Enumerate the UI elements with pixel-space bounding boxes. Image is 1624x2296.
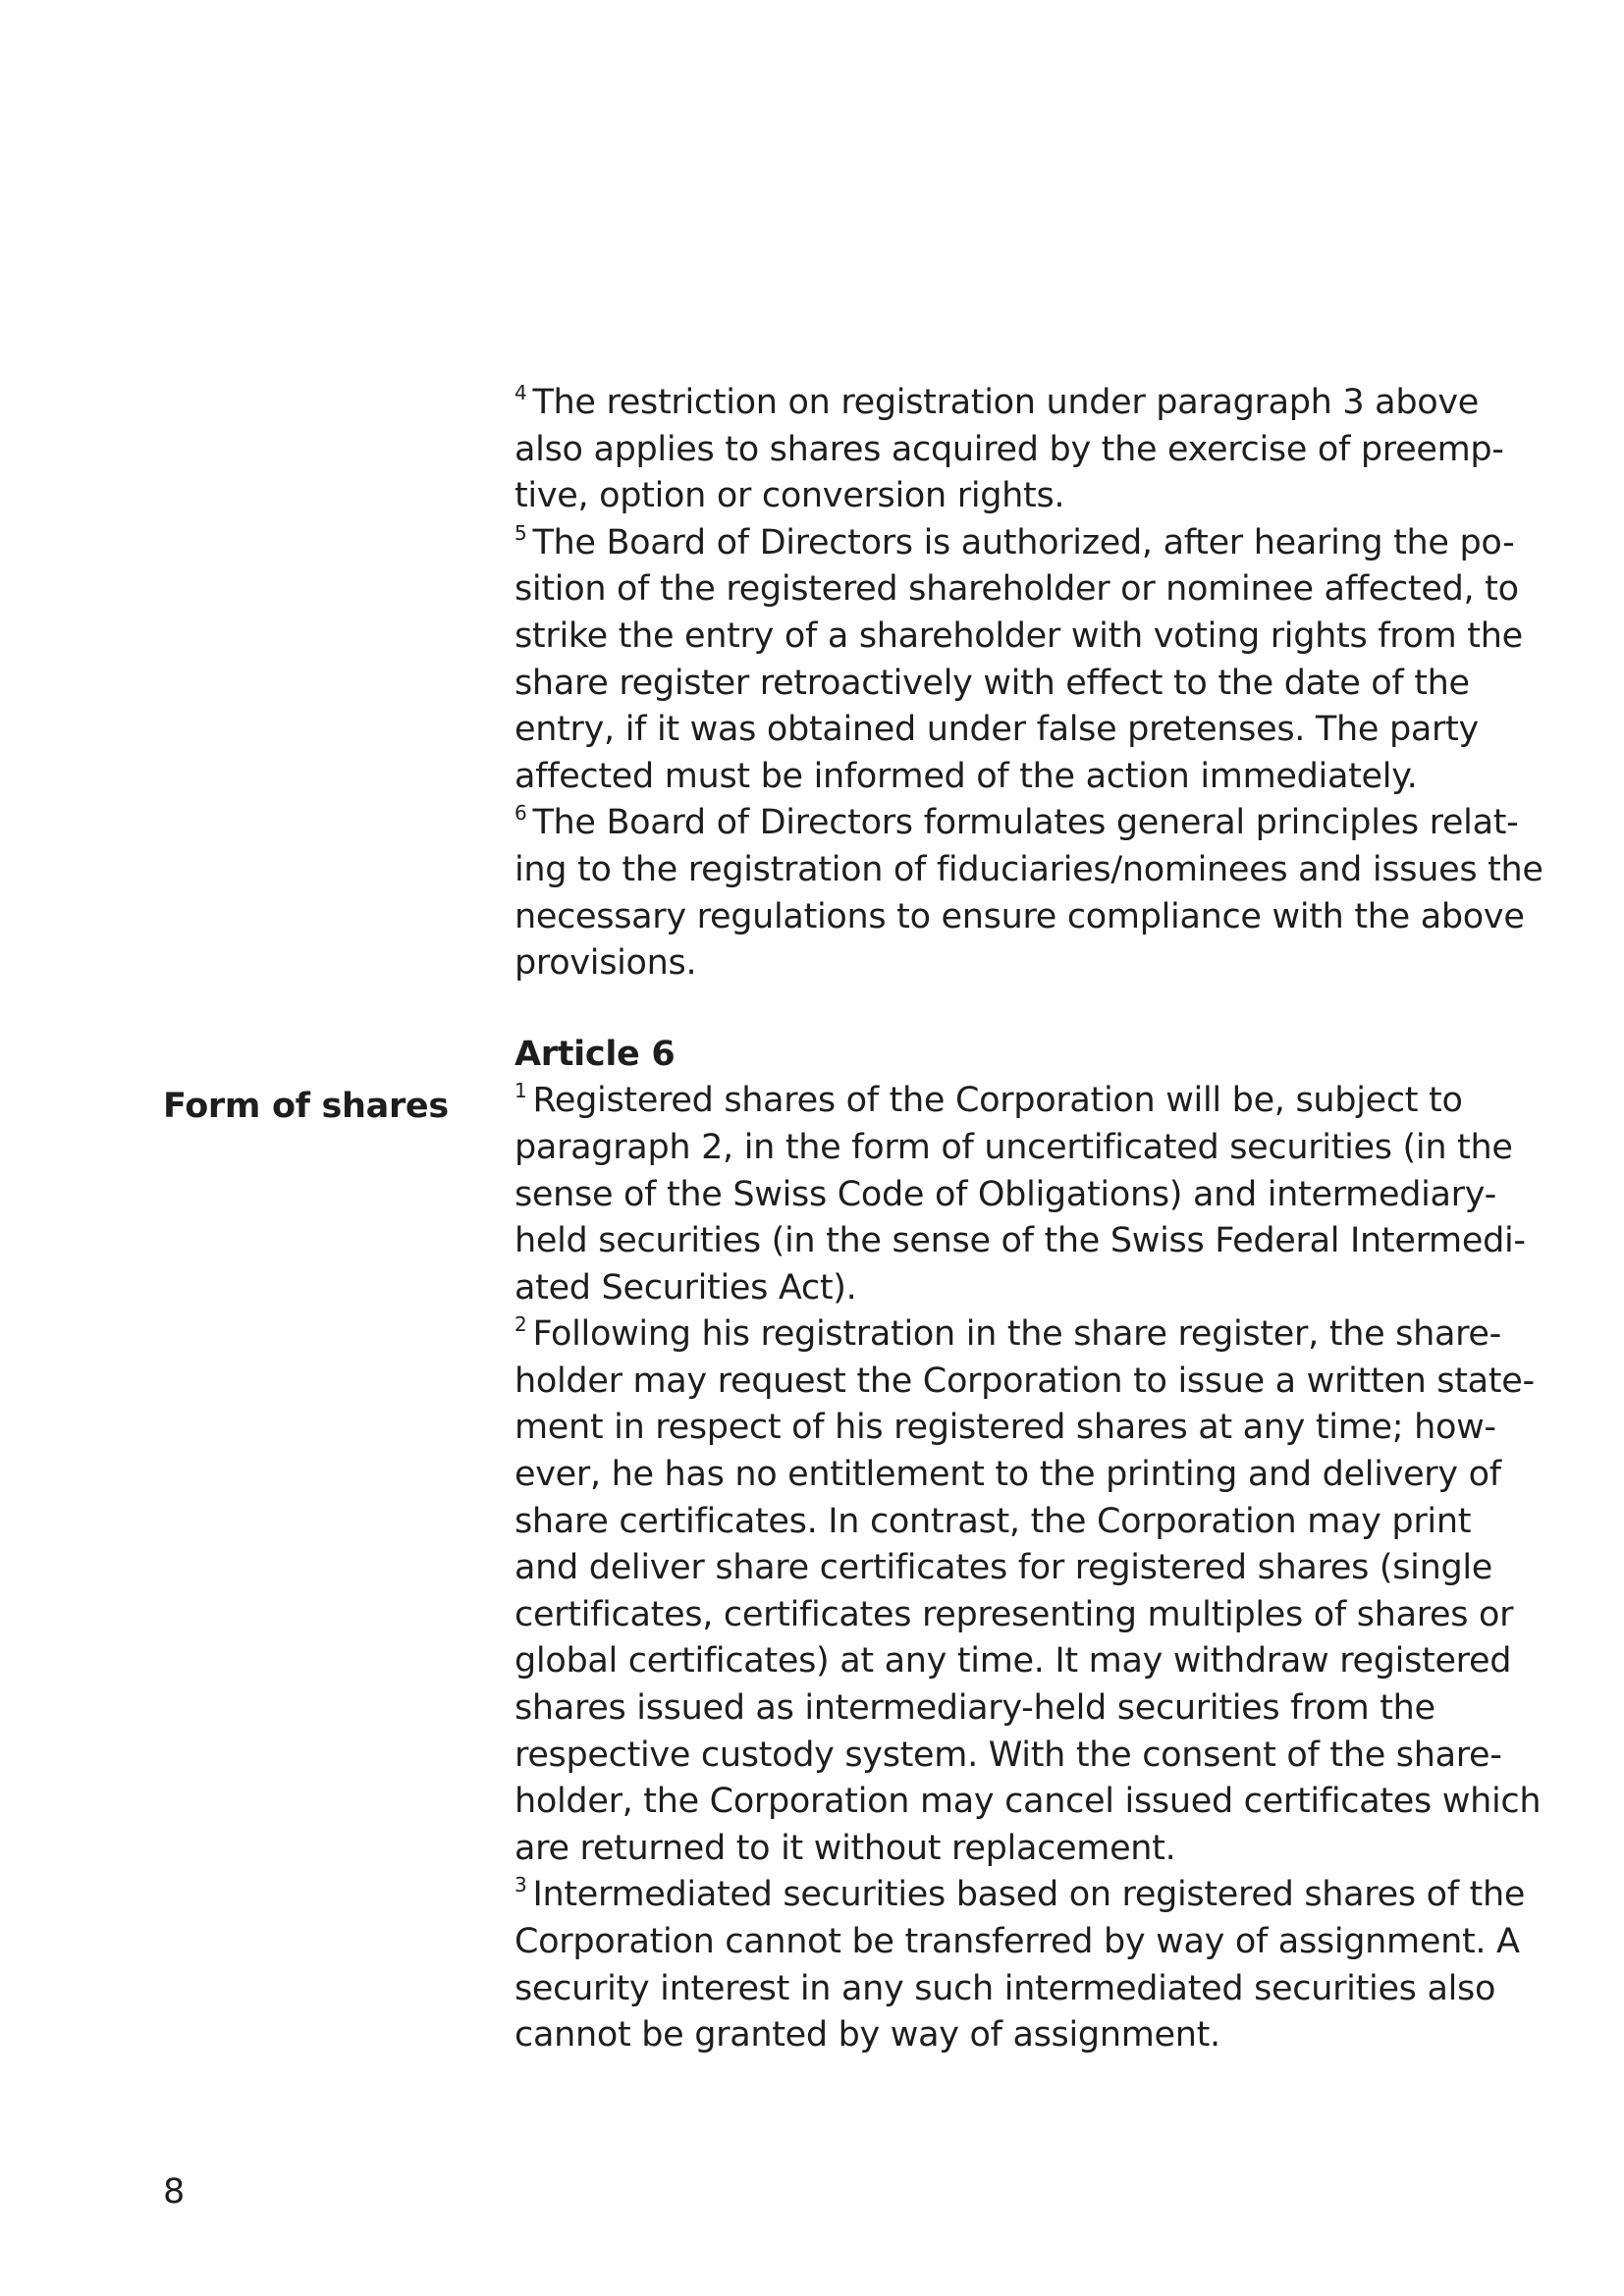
paragraph-line: affected must be informed of the action immediately. xyxy=(514,756,1418,796)
paragraph-4 xyxy=(514,380,1504,520)
paragraph-line: entry, if it was obtained under false pretenses. The party xyxy=(514,710,1479,750)
paragraph-line: $^1$ Registered shares of the Corporation will be, subject to xyxy=(514,1079,1463,1121)
paragraph-line: tive, option or conversion rights. xyxy=(514,476,1065,516)
paragraph-line: respective custody system. With the consent of the share- xyxy=(514,1735,1502,1775)
paragraph-line: sense of the Swiss Code of Obligations) and intermediary- xyxy=(514,1174,1496,1214)
paragraph-line: necessary regulations to ensure compliance with the above xyxy=(514,896,1525,936)
article6-paragraph-1 xyxy=(514,1078,1526,1311)
paragraph-line: strike the entry of a shareholder with voting rights from the xyxy=(514,615,1523,656)
paragraph-number: 2 xyxy=(514,1312,527,1337)
paragraph-line: provisions. xyxy=(514,943,697,984)
paragraph-line: holder may request the Corporation to issue a written state- xyxy=(514,1361,1535,1401)
paragraph-number: 4 xyxy=(514,381,527,404)
main-text-column xyxy=(514,380,1543,2059)
paragraph-line: paragraph 2, in the form of uncertificated securities (in the xyxy=(514,1127,1513,1167)
paragraph-line: certificates, certificates representing multiples of shares or xyxy=(514,1594,1514,1634)
paragraph-5 xyxy=(514,520,1523,801)
section-gap xyxy=(514,988,1496,1032)
paragraph-line: global certificates) at any time. It may withdraw registered xyxy=(514,1641,1512,1682)
paragraph-line: sition of the registered shareholder or nominee affected, to xyxy=(514,569,1519,610)
paragraph-line: $^3$ Intermediated securities based on registered shares of the xyxy=(514,1873,1526,1915)
paragraph-line: shares issued as intermediary-held securities from the xyxy=(514,1688,1435,1729)
paragraph-line: $^2$ Following his registration in the share register, the share- xyxy=(514,1312,1501,1355)
paragraph-line: held securities (in the sense of the Swiss Federal Intermedi- xyxy=(514,1221,1526,1261)
paragraph-line: $^4$ The restriction on registration under paragraph 3 above xyxy=(514,381,1480,422)
paragraph-line: ing to the registration of fiduciaries/nominees and issues the xyxy=(514,849,1543,889)
paragraph-line: $^6$ The Board of Directors formulates general principles relat- xyxy=(514,801,1519,843)
page-number: 8 xyxy=(163,2172,186,2212)
paragraph-line: ated Securities Act). xyxy=(514,1267,857,1308)
paragraph-line: ever, he has no entitlement to the printing and delivery of xyxy=(514,1455,1501,1495)
paragraph-line: holder, the Corporation may cancel issued certificates which xyxy=(514,1782,1542,1822)
paragraph-line: $^5$ The Board of Directors is authorized, after hearing the po- xyxy=(514,520,1515,562)
paragraph-line: share certificates. In contrast, the Corporation may print xyxy=(514,1501,1472,1541)
paragraph-line: and deliver share certificates for registered shares (single xyxy=(514,1548,1493,1588)
article-heading: Article 6 xyxy=(514,1034,676,1074)
paragraph-6 xyxy=(514,800,1543,987)
paragraph-line: are returned to it without replacement. xyxy=(514,1828,1176,1868)
paragraph-number: 6 xyxy=(514,801,527,826)
paragraph-number: 1 xyxy=(514,1079,527,1103)
article6-paragraph-2 xyxy=(514,1311,1542,1872)
paragraph-number: 5 xyxy=(514,520,527,545)
paragraph-line: share register retroactively with effect to the date of the xyxy=(514,663,1470,703)
paragraph-line: ment in respect of his registered shares at any time; how- xyxy=(514,1408,1496,1448)
paragraph-line: cannot be granted by way of assignment. xyxy=(514,2015,1220,2056)
paragraph-line: security interest in any such intermediated securities also xyxy=(514,1968,1496,2008)
paragraph-line: also applies to shares acquired by the exercise of preemp- xyxy=(514,429,1504,469)
paragraph-line: Corporation cannot be transferred by way of assignment. A xyxy=(514,1922,1520,1961)
side-heading: Form of shares xyxy=(163,1087,449,1126)
paragraph-number: 3 xyxy=(514,1873,527,1897)
article6-paragraph-3 xyxy=(514,1872,1526,2058)
